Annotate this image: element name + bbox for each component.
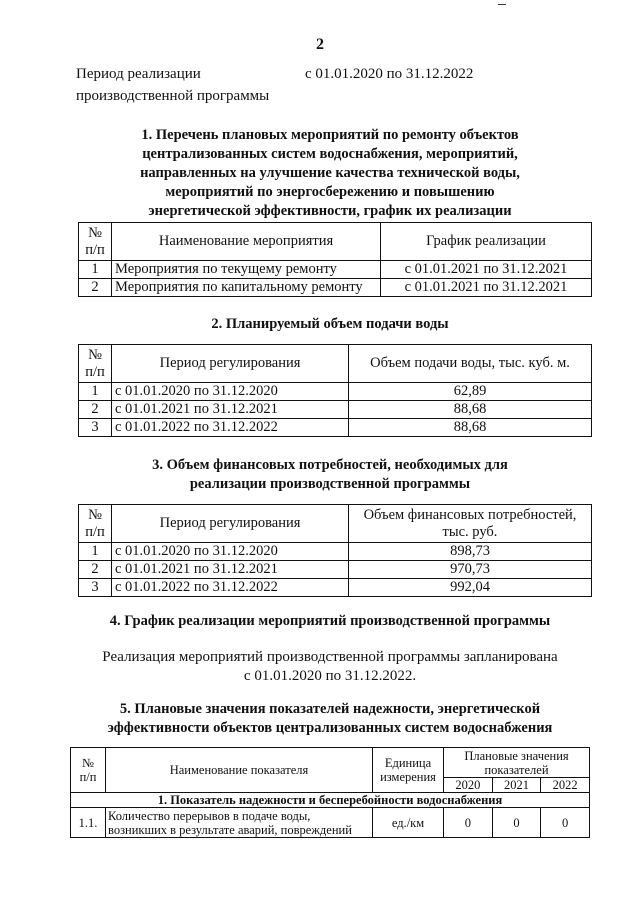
header-num: № п/п — [79, 223, 112, 261]
header-unit: Единица измерения — [373, 748, 444, 793]
section3-title-line: 3. Объем финансовых потребностей, необходимых для — [152, 457, 508, 473]
period-label — [76, 63, 296, 107]
section1-title — [60, 126, 600, 221]
table-group-row — [71, 793, 590, 808]
header-volume: Объем подачи воды, тыс. куб. м. — [349, 345, 592, 383]
row-num: 3 — [79, 579, 112, 597]
row-num: 2 — [79, 401, 112, 419]
row-value: 88,68 — [349, 401, 592, 419]
section3-title — [60, 456, 600, 494]
section4-title: 4. График реализации мероприятий производственной программы — [109, 613, 551, 629]
header-plan: Плановые значения показателей — [444, 748, 590, 778]
page-number: 2 — [316, 36, 324, 53]
header-year: 2022 — [541, 778, 590, 793]
table-header-row — [71, 748, 590, 778]
row-schedule: с 01.01.2021 по 31.12.2021 — [381, 261, 592, 279]
period-label-line1: Период реализации — [76, 66, 201, 82]
period-label-line2: производственной программы — [76, 88, 270, 104]
table-row — [79, 579, 592, 597]
section1-title-line: 1. Перечень плановых мероприятий по ремонту объектов — [141, 127, 519, 143]
section5-table — [70, 747, 590, 838]
row-num: 3 — [79, 419, 112, 437]
table-header-row — [79, 505, 592, 543]
table-row — [71, 808, 590, 838]
table-header-row — [79, 223, 592, 261]
section1-title-line: мероприятий по энергосбережению и повышению — [165, 184, 495, 200]
group-title: 1. Показатель надежности и бесперебойности водоснабжения — [71, 793, 590, 808]
header-name: Наименование показателя — [106, 748, 373, 793]
row-name: Количество перерывов в подаче воды, возникших в результате аварий, повреждений — [106, 808, 373, 838]
table-row — [79, 543, 592, 561]
table-row — [79, 401, 592, 419]
row-num: 1 — [79, 261, 112, 279]
section3-title-line: реализации производственной программы — [189, 476, 471, 492]
header-financial: Объем финансовых потребностей, тыс. руб. — [349, 505, 592, 543]
row-value: 970,73 — [349, 561, 592, 579]
row-period: с 01.01.2020 по 31.12.2020 — [112, 543, 349, 561]
row-value: 88,68 — [349, 419, 592, 437]
section2-table — [78, 344, 592, 437]
row-num: 2 — [79, 561, 112, 579]
row-value-2020: 0 — [444, 808, 493, 838]
header-period: Период регулирования — [112, 345, 349, 383]
section4-text-line: Реализация мероприятий производственной программы запланирована — [102, 649, 558, 665]
section5-title — [40, 700, 620, 738]
row-schedule: с 01.01.2021 по 31.12.2021 — [381, 279, 592, 297]
table-row — [79, 419, 592, 437]
row-value: 992,04 — [349, 579, 592, 597]
row-value-2021: 0 — [492, 808, 541, 838]
header-name: Наименование мероприятия — [112, 223, 381, 261]
row-value: 898,73 — [349, 543, 592, 561]
table-row — [79, 279, 592, 297]
row-period: с 01.01.2022 по 31.12.2022 — [112, 579, 349, 597]
header-num: № п/п — [79, 505, 112, 543]
header-num: № п/п — [79, 345, 112, 383]
row-name: Мероприятия по капитальному ремонту — [112, 279, 381, 297]
section1-title-line: энергетической эффективности, график их реализации — [148, 203, 512, 219]
header-year: 2021 — [492, 778, 541, 793]
row-num: 1 — [79, 383, 112, 401]
row-period: с 01.01.2020 по 31.12.2020 — [112, 383, 349, 401]
section1-title-line: централизованных систем водоснабжения, мероприятий, — [142, 146, 518, 162]
scan-mark — [498, 4, 506, 5]
header-period: Период регулирования — [112, 505, 349, 543]
row-value: 62,89 — [349, 383, 592, 401]
row-value-2022: 0 — [541, 808, 590, 838]
row-num: 1 — [79, 543, 112, 561]
row-period: с 01.01.2022 по 31.12.2022 — [112, 419, 349, 437]
section1-table — [78, 222, 592, 297]
section3-table — [78, 504, 592, 597]
section4-text-line: с 01.01.2020 по 31.12.2022. — [243, 668, 417, 684]
section2-title: 2. Планируемый объем подачи воды — [211, 316, 449, 332]
table-row — [79, 261, 592, 279]
table-row — [79, 561, 592, 579]
row-period: с 01.01.2021 по 31.12.2021 — [112, 561, 349, 579]
row-num: 1.1. — [71, 808, 106, 838]
header-schedule: График реализации — [381, 223, 592, 261]
period-value: с 01.01.2020 по 31.12.2022 — [305, 66, 474, 82]
row-num: 2 — [79, 279, 112, 297]
row-name: Мероприятия по текущему ремонту — [112, 261, 381, 279]
row-unit: ед./км — [373, 808, 444, 838]
table-header-row — [79, 345, 592, 383]
section5-title-line: эффективности объектов централизованных систем водоснабжения — [107, 720, 553, 736]
header-num: № п/п — [71, 748, 106, 793]
header-year: 2020 — [444, 778, 493, 793]
section5-title-line: 5. Плановые значения показателей надежности, энергетической — [119, 701, 541, 717]
section1-title-line: направленных на улучшение качества технической воды, — [140, 165, 520, 181]
table-row — [79, 383, 592, 401]
row-period: с 01.01.2021 по 31.12.2021 — [112, 401, 349, 419]
section4-text — [70, 648, 590, 686]
